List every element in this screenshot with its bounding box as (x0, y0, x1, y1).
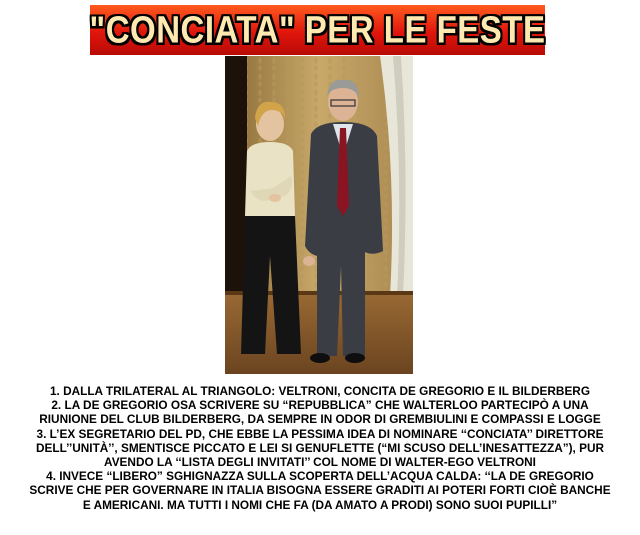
caption-line: RIUNIONE DEL CLUB BILDERBERG, DA SEMPRE IN ODOR DI GREMBIULINI E COMPASSI E LOGGE (39, 412, 601, 427)
caption (10, 384, 630, 512)
caption-line: 2. LA DE GREGORIO OSA SCRIVERE SU “REPUBBLICA” CHE WALTERLOO PARTECIPÒ A UNA (51, 398, 589, 413)
news-photo-illustration (225, 56, 413, 374)
caption-line: SCRIVE CHE PER GOVERNARE IN ITALIA BISOGNA ESSERE GRADITI AI POTERI FORTI CIOÈ BANCHE (29, 483, 611, 498)
caption-line: AVENDO LA ‘‘LISTA DEGLI INVITATI’’ COL NOME DI WALTER-EGO VELTRONI (104, 455, 536, 470)
caption-line: E AMERICANI. MA TUTTI I NOMI CHE FA (DA AMATO A PRODI) SONO SUOI PUPILLI” (82, 497, 558, 512)
title-banner (90, 5, 545, 55)
caption-line: DELL’’UNITÀ’’, SMENTISCE PICCATO E LEI SI GENUFLETTE (“MI SCUSO DELL’INESATTEZZA”), PUR (35, 440, 605, 455)
caption-line: 1. DALLA TRILATERAL AL TRIANGOLO: VELTRONI, CONCITA DE GREGORIO E IL BILDERBERG (49, 384, 591, 398)
news-photo (225, 56, 413, 374)
caption-line: 3. L’EX SEGRETARIO DEL PD, CHE EBBE LA PESSIMA IDEA DI NOMINARE ‘‘CONCIATA’’ DIRETTORE (36, 426, 604, 441)
caption-line: 4. INVECE “LIBERO” SGHIGNAZZA SULLA SCOPERTA DELL’ACQUA CALDA: ‘‘LA DE GREGORIO (46, 469, 594, 484)
banner-title: "CONCIATA" PER LE FESTE (89, 8, 546, 51)
